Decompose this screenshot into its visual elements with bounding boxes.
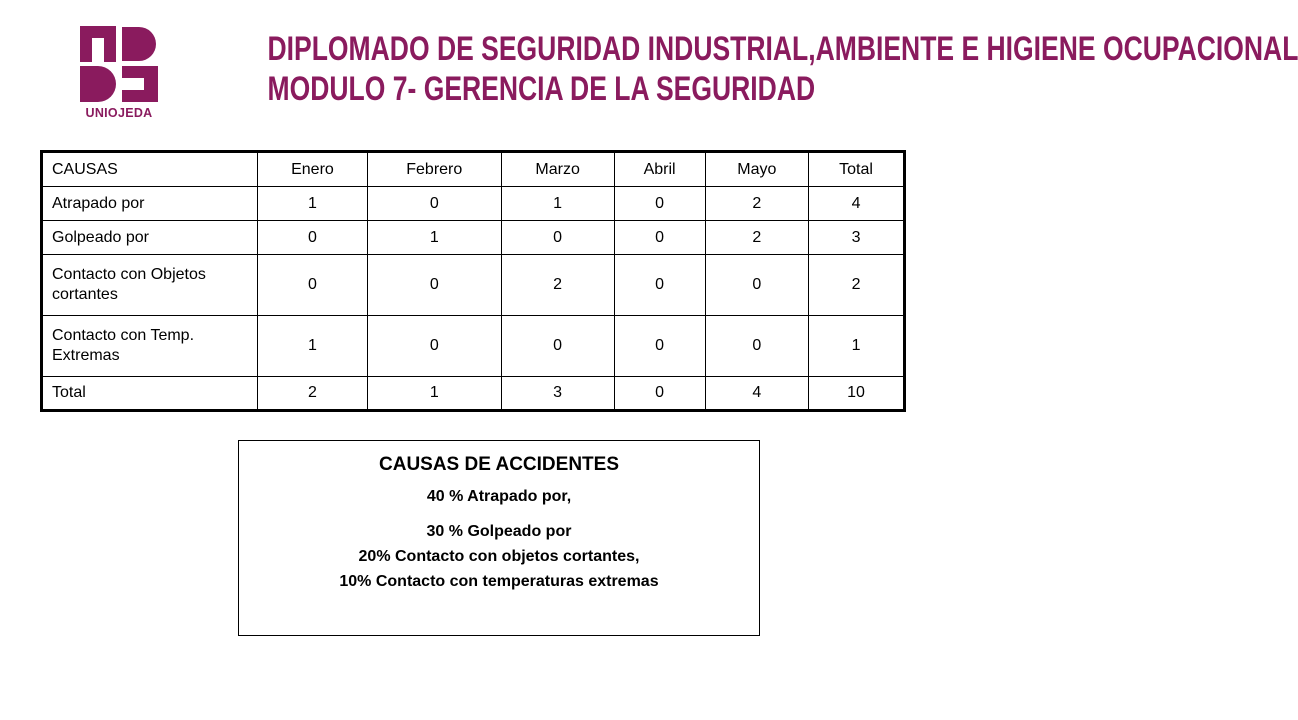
uniojeda-logo — [78, 24, 160, 124]
value-cell: 0 — [367, 316, 501, 377]
title-line-1: DIPLOMADO DE SEGURIDAD INDUSTRIAL,AMBIENTE E HIGIENE OCUPACIONAL — [267, 30, 1298, 68]
total-cell: 2 — [809, 255, 905, 316]
cause-cell: Contacto con Temp. Extremas — [42, 316, 258, 377]
table-row — [42, 255, 905, 316]
cause-cell: Atrapado por — [42, 187, 258, 221]
value-cell: 0 — [367, 255, 501, 316]
summary-item: 40 % Atrapado por, — [426, 488, 572, 505]
page-title — [267, 30, 1298, 110]
value-cell: 0 — [501, 316, 614, 377]
value-cell: 0 — [614, 221, 705, 255]
cause-cell: Total — [42, 377, 258, 411]
summary-item: 10% Contacto con temperaturas extremas — [339, 573, 659, 590]
cause-cell: Golpeado por — [42, 221, 258, 255]
value-cell: 0 — [258, 221, 368, 255]
value-cell: 2 — [705, 187, 809, 221]
summary-item: 20% Contacto con objetos cortantes, — [358, 548, 640, 565]
total-cell: 10 — [809, 377, 905, 411]
value-cell: 1 — [367, 221, 501, 255]
value-cell: 1 — [501, 187, 614, 221]
summary-box — [238, 440, 760, 636]
value-cell: 0 — [705, 316, 809, 377]
value-cell: 1 — [367, 377, 501, 411]
total-cell: 3 — [809, 221, 905, 255]
header-cell-febrero: Febrero — [367, 152, 501, 187]
table-row — [42, 221, 905, 255]
value-cell: 0 — [258, 255, 368, 316]
value-cell: 0 — [614, 187, 705, 221]
summary-item: 30 % Golpeado por — [426, 523, 572, 540]
value-cell: 4 — [705, 377, 809, 411]
value-cell: 0 — [614, 255, 705, 316]
table-header-row — [42, 152, 905, 187]
value-cell: 2 — [705, 221, 809, 255]
table-row — [42, 187, 905, 221]
header-cell-enero: Enero — [258, 152, 368, 187]
total-cell: 4 — [809, 187, 905, 221]
header-cell-abril: Abril — [614, 152, 705, 187]
value-cell: 2 — [501, 255, 614, 316]
value-cell: 2 — [258, 377, 368, 411]
total-cell: 1 — [809, 316, 905, 377]
logo-text: UNIOJEDA — [85, 106, 153, 120]
value-cell: 3 — [501, 377, 614, 411]
uniojeda-logo-mark — [78, 24, 160, 104]
value-cell: 0 — [367, 187, 501, 221]
header-cell-mayo: Mayo — [705, 152, 809, 187]
value-cell: 0 — [501, 221, 614, 255]
table-total-row — [42, 377, 905, 411]
title-line-2: MODULO 7- GERENCIA DE LA SEGURIDAD — [267, 70, 816, 108]
accident-causes-table — [40, 150, 906, 412]
value-cell: 0 — [705, 255, 809, 316]
summary-title: CAUSAS DE ACCIDENTES — [379, 454, 619, 475]
value-cell: 1 — [258, 316, 368, 377]
cause-cell: Contacto con Objetos cortantes — [42, 255, 258, 316]
table-row — [42, 316, 905, 377]
value-cell: 0 — [614, 377, 705, 411]
header-cell-total: Total — [809, 152, 905, 187]
value-cell: 1 — [258, 187, 368, 221]
header-cell-marzo: Marzo — [501, 152, 614, 187]
value-cell: 0 — [614, 316, 705, 377]
header-cell-causas: CAUSAS — [42, 152, 258, 187]
